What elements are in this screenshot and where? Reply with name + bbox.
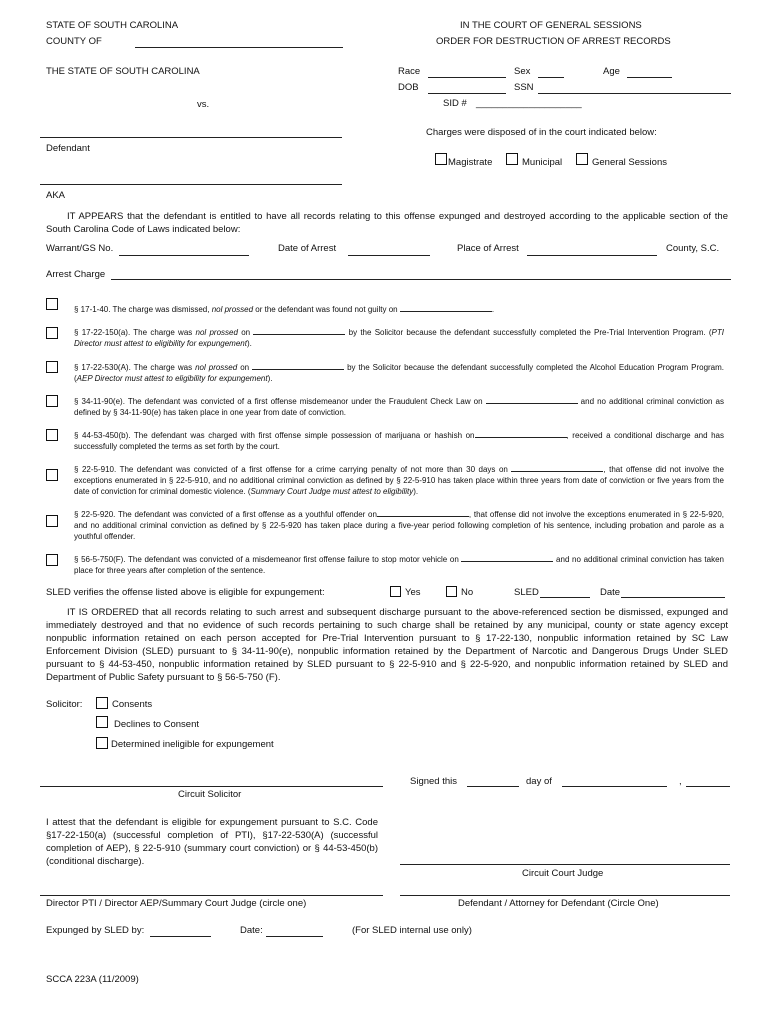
section-44-53-450: § 44-53-450(b). The defendant was charged with first offense simple possession of marijuana or hashish on , received a conditional discharge and has successfully completed the terms as set forth by the court.	[74, 428, 724, 452]
warrant-label: Warrant/GS No.	[46, 243, 114, 254]
order-title: ORDER FOR DESTRUCTION OF ARREST RECORDS	[436, 36, 671, 47]
general-sessions-label: General Sessions	[592, 157, 667, 168]
expunged-date-field[interactable]	[266, 936, 323, 937]
ssn-field[interactable]	[538, 93, 731, 94]
dob-field[interactable]	[428, 93, 506, 94]
sled-yes-checkbox[interactable]	[390, 586, 401, 597]
section-checkbox[interactable]	[46, 298, 58, 310]
versus: vs.	[197, 99, 210, 110]
municipal-label: Municipal	[522, 157, 563, 168]
signed-month-field[interactable]	[562, 786, 667, 787]
section-date-field[interactable]	[252, 360, 344, 370]
signed-this-label: Signed this	[410, 776, 458, 787]
circuit-solicitor-label: Circuit Solicitor	[178, 789, 242, 800]
arrest-date-field[interactable]	[348, 255, 430, 256]
sex-label: Sex	[514, 66, 531, 77]
section-date-field[interactable]	[461, 552, 553, 562]
warrant-field[interactable]	[119, 255, 249, 256]
age-label: Age	[603, 66, 620, 77]
aka-field[interactable]	[40, 184, 342, 185]
section-17-1-40: § 17-1-40. The charge was dismissed, nol prossed or the defendant was found not guilty on .	[74, 302, 724, 315]
sled-date-label: Date	[600, 587, 621, 598]
sled-no-label: No	[461, 587, 474, 598]
sled-verify-text: SLED verifies the offense listed above is eligible for expungement:	[46, 587, 325, 598]
ineligible-label: Determined ineligible for expungement	[111, 739, 274, 750]
section-checkbox[interactable]	[46, 395, 58, 407]
solicitor-label: Solicitor:	[46, 699, 83, 710]
solicitor-signature-line[interactable]	[40, 786, 383, 787]
signed-year-field[interactable]	[686, 786, 730, 787]
section-checkbox[interactable]	[46, 361, 58, 373]
section-date-field[interactable]	[511, 462, 603, 472]
ineligible-checkbox[interactable]	[96, 737, 108, 749]
arrest-charge-label: Arrest Charge	[46, 269, 106, 280]
expunged-by-label: Expunged by SLED by:	[46, 925, 145, 936]
sex-field[interactable]	[538, 77, 564, 78]
ordered-paragraph: IT IS ORDERED that all records relating to such arrest and subsequent discharge pursuant to the above-referenced section be dismissed, expunged and immediately destroyed and that no evidence of such records pertaining to such charge shall be retained by any municipal, county or state agency except nonpublic information retained on each person accepted for Pre-Trial Intervention pursuant to § 17-22-130, nonpublic information retained by SC Law Enforcement Division (SLED) pursuant to § 34-11-90(e), nonpublic information retained by the Department of Narcotic and Dangerous Drugs Under SLED pursuant to § 44-53-450, nonpublic information retained by SLED pursuant to § 22-5-910 and § 22-5-920, and nonpublic information retained by SLED and Department of Public Safety pursuant to § 56-5-750 (F).	[46, 607, 728, 683]
sled-initials-label: SLED	[514, 587, 539, 598]
race-label: Race	[398, 66, 421, 77]
declines-checkbox[interactable]	[96, 716, 108, 728]
court-heading: IN THE COURT OF GENERAL SESSIONS	[460, 20, 642, 31]
sled-initials-field[interactable]	[540, 597, 590, 598]
ssn-label: SSN	[514, 82, 534, 93]
section-date-field[interactable]	[475, 428, 567, 438]
section-17-22-150: § 17-22-150(a). The charge was nol prossed on by the Solicitor because the defendant successfully completed the Pre-Trial Intervention Program. (PTI Director must attest to eligibility for expungement).	[74, 325, 724, 349]
section-checkbox[interactable]	[46, 515, 58, 527]
expunged-date-label: Date:	[240, 925, 263, 936]
sled-yes-label: Yes	[405, 587, 421, 598]
section-56-5-750: § 56-5-750(F). The defendant was convicted of a misdemeanor first offense failure to stop motor vehicle on and no additional criminal conviction has taken place for three years after completion of the sentence.	[74, 552, 724, 576]
appears-paragraph: IT APPEARS that the defendant is entitled to have all records relating to this offense expunged and destroyed according to the applicable section of the South Carolina Code of Laws indicated below:	[46, 211, 728, 235]
section-34-11-90: § 34-11-90(e). The defendant was convicted of a first offense misdemeanor under the Fraudulent Check Law on and no additional criminal conviction as defined by § 34-11-90(e) has taken place in one year from date of conviction.	[74, 394, 724, 418]
internal-use-note: (For SLED internal use only)	[352, 925, 472, 936]
sid-field[interactable]: ____________________	[476, 98, 582, 109]
defendant-name-field[interactable]	[40, 137, 342, 138]
magistrate-checkbox[interactable]	[435, 153, 447, 165]
signed-day-field[interactable]	[467, 786, 519, 787]
aka-label: AKA	[46, 190, 66, 201]
attestation-paragraph: I attest that the defendant is eligible for expungement pursuant to S.C. Code §17-22-150(a) (successful completion of PTI), §17-22-530(A) (successful completion of AEP), § 22-5-910 (summary court conviction) or § 44-53-450(b) (conditional discharge).	[46, 817, 378, 867]
section-17-22-530: § 17-22-530(A). The charge was nol prossed on by the Solicitor because the defendant successfully completed the Alcohol Education Program Program. (AEP Director must attest to eligibility for expungement).	[74, 360, 724, 384]
section-date-field[interactable]	[400, 302, 492, 312]
magistrate-label: Magistrate	[448, 157, 493, 168]
section-date-field[interactable]	[377, 507, 469, 517]
section-checkbox[interactable]	[46, 429, 58, 441]
state-party: THE STATE OF SOUTH CAROLINA	[46, 66, 200, 77]
race-field[interactable]	[428, 77, 506, 78]
sid-label: SID #	[443, 98, 467, 109]
section-22-5-910: § 22-5-910. The defendant was convicted of a first offense for a crime carrying penalty of not more than 30 days on , that offense did not involve the exceptions enumerated in § 22-5-910, and no additional criminal conviction as defined by § 22-5-910 has taken place within three years from date of conviction or five years from the date of conviction for criminal domestic violence. (Summary Court Judge must attest to eligibility).	[74, 462, 724, 497]
consents-checkbox[interactable]	[96, 697, 108, 709]
sled-date-field[interactable]	[621, 597, 725, 598]
section-date-field[interactable]	[253, 325, 345, 335]
arrest-place-label: Place of Arrest	[457, 243, 519, 254]
director-signature-line[interactable]	[40, 895, 383, 896]
age-field[interactable]	[627, 77, 672, 78]
declines-label: Declines to Consent	[114, 719, 200, 730]
municipal-checkbox[interactable]	[506, 153, 518, 165]
director-label: Director PTI / Director AEP/Summary Court Judge (circle one)	[46, 898, 307, 909]
dob-label: DOB	[398, 82, 419, 93]
circuit-judge-label: Circuit Court Judge	[522, 868, 604, 879]
county-label: COUNTY OF	[46, 36, 102, 47]
consents-label: Consents	[112, 699, 153, 710]
county-field[interactable]	[135, 47, 343, 48]
comma: ,	[679, 776, 682, 787]
section-checkbox[interactable]	[46, 469, 58, 481]
section-date-field[interactable]	[486, 394, 578, 404]
county-sc-label: County, S.C.	[666, 243, 720, 254]
defendant-label: Defendant	[46, 143, 90, 154]
section-22-5-920: § 22-5-920. The defendant was convicted of a first offense as a youthful offender on , that offense did not involve the exceptions enumerated in § 22-5-920, and no additional criminal conviction as defined by § 22-5-920 has taken place during a five-year period following completion of his sentence, including probation and parole as a youthful offender.	[74, 507, 724, 542]
state-heading: STATE OF SOUTH CAROLINA	[46, 20, 179, 31]
judge-signature-line[interactable]	[400, 864, 730, 865]
section-checkbox[interactable]	[46, 554, 58, 566]
day-of-label: day of	[526, 776, 552, 787]
disposition-prompt: Charges were disposed of in the court indicated below:	[426, 127, 657, 138]
section-checkbox[interactable]	[46, 327, 58, 339]
defendant-signature-line[interactable]	[400, 895, 730, 896]
defendant-attorney-label: Defendant / Attorney for Defendant (Circle One)	[458, 898, 659, 909]
arrest-place-field[interactable]	[527, 255, 657, 256]
arrest-date-label: Date of Arrest	[278, 243, 337, 254]
sled-no-checkbox[interactable]	[446, 586, 457, 597]
form-number: SCCA 223A (11/2009)	[46, 974, 139, 985]
expunged-by-field[interactable]	[150, 936, 211, 937]
general-sessions-checkbox[interactable]	[576, 153, 588, 165]
arrest-charge-field[interactable]	[111, 279, 731, 280]
